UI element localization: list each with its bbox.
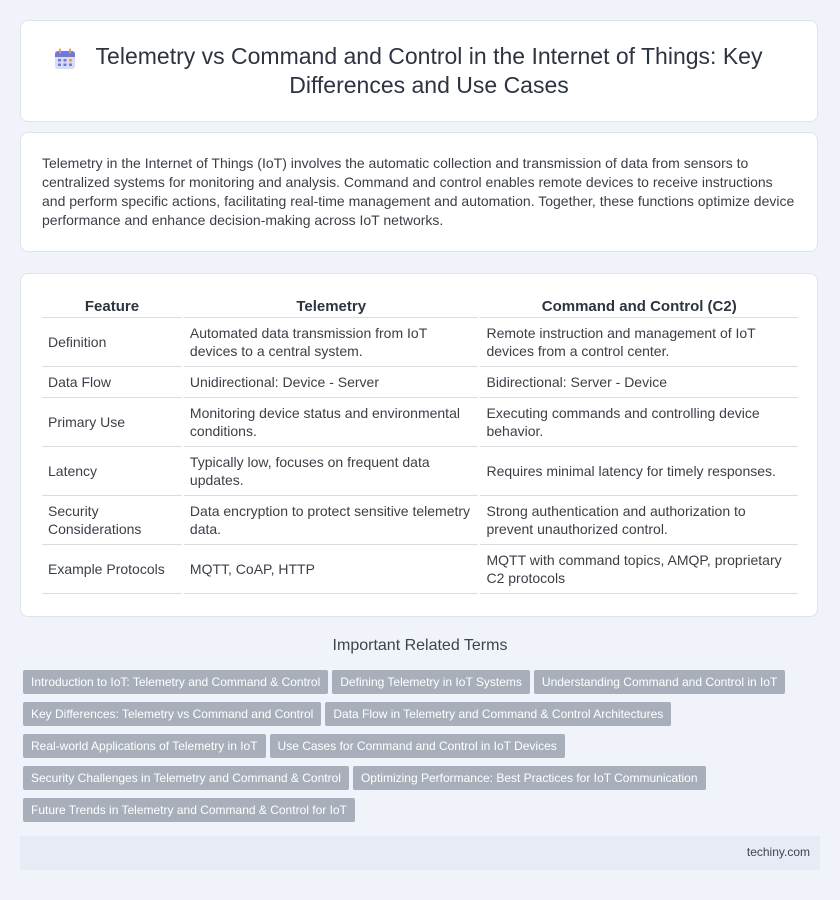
header-c2: Command and Control (C2) [479,296,798,318]
header-feature: Feature [42,296,183,318]
related-terms-list [23,670,813,830]
row-c2: MQTT with command topics, AMQP, proprietary C2 protocols [479,545,798,594]
title-card [20,20,818,122]
row-feature: Primary Use [42,398,183,447]
table-header-row [42,296,798,318]
row-telemetry: Unidirectional: Device - Server [183,367,480,398]
table-row [42,447,798,496]
row-telemetry: Monitoring device status and environmental conditions. [183,398,480,447]
related-term-tag[interactable]: Introduction to IoT: Telemetry and Command & Control [23,670,328,694]
related-term-tag[interactable]: Data Flow in Telemetry and Command & Control Architectures [325,702,671,726]
intro-paragraph: Telemetry in the Internet of Things (IoT) involves the automatic collection and transmission of data from sensors to centralized systems for monitoring and analysis. Command and control enables remote devices to receive instructions and perform specific actions, facilitating real-time management and automation. Together, these functions optimize device performance and enhance decision-making across IoT networks. [42,155,795,228]
row-feature: Example Protocols [42,545,183,594]
row-feature: Data Flow [42,367,183,398]
intro-card [20,132,818,252]
footer-site-link[interactable]: techiny.com [746,845,810,859]
table-row [42,367,798,398]
related-term-tag[interactable]: Real-world Applications of Telemetry in IoT [23,734,266,758]
row-c2: Executing commands and controlling device behavior. [479,398,798,447]
row-telemetry: Automated data transmission from IoT devices to a central system. [183,318,480,367]
row-feature: Latency [42,447,183,496]
row-c2: Remote instruction and management of IoT devices from a control center. [479,318,798,367]
related-term-tag[interactable]: Key Differences: Telemetry vs Command and Control [23,702,321,726]
row-telemetry: MQTT, CoAP, HTTP [183,545,480,594]
table-row [42,496,798,545]
header-telemetry: Telemetry [183,296,480,318]
footer [20,836,820,870]
row-c2: Bidirectional: Server - Device [479,367,798,398]
related-term-tag[interactable]: Future Trends in Telemetry and Command & Control for IoT [23,798,355,822]
comparison-card [20,273,818,617]
related-term-tag[interactable]: Security Challenges in Telemetry and Command & Control [23,766,349,790]
related-terms-title: Important Related Terms [332,637,508,654]
row-feature: Security Considerations [42,496,183,545]
table-row [42,398,798,447]
row-telemetry: Data encryption to protect sensitive telemetry data. [183,496,480,545]
related-term-tag[interactable]: Defining Telemetry in IoT Systems [332,670,530,694]
row-c2: Requires minimal latency for timely responses. [479,447,798,496]
related-term-tag[interactable]: Understanding Command and Control in IoT [534,670,785,694]
related-term-tag[interactable]: Use Cases for Command and Control in IoT Devices [270,734,565,758]
table-row [42,545,798,594]
row-feature: Definition [42,318,183,367]
table-row [42,318,798,367]
comparison-table [42,296,798,594]
row-telemetry: Typically low, focuses on frequent data updates. [183,447,480,496]
page-title: Telemetry vs Command and Control in the Internet of Things: Key Differences and Use Cases [95,43,763,98]
related-term-tag[interactable]: Optimizing Performance: Best Practices for IoT Communication [353,766,706,790]
row-c2: Strong authentication and authorization to prevent unauthorized control. [479,496,798,545]
